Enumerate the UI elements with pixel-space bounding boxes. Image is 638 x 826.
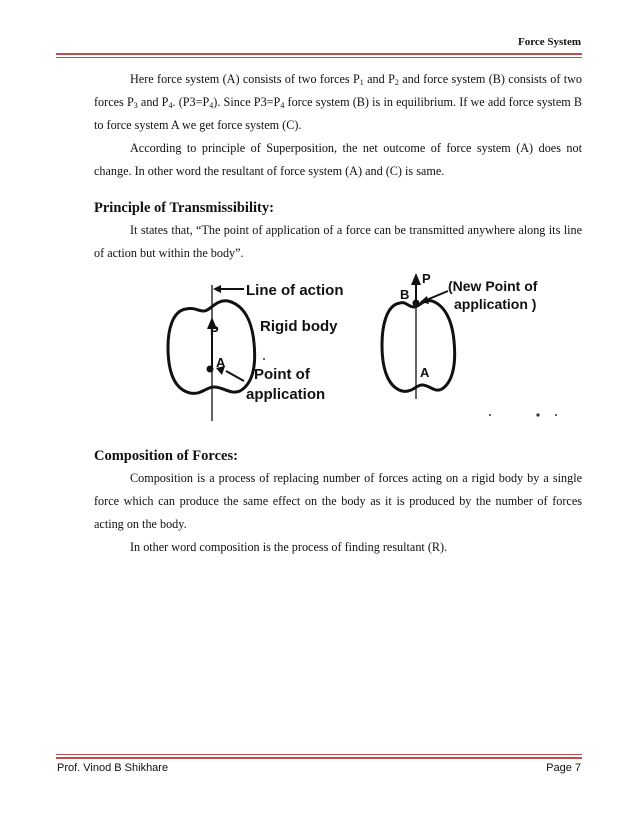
speck <box>263 358 265 360</box>
label-right-point-b: B <box>400 287 410 302</box>
label-new-poa-2: application ) <box>454 296 537 312</box>
line-of-action-pointer-head <box>213 285 221 293</box>
label-left-force-p: P <box>210 323 219 338</box>
label-rigid-body: Rigid body <box>260 318 338 335</box>
header-rule-thin <box>56 57 582 58</box>
composition-paragraph-1: Composition is a process of replacing number of forces acting on a rigid body by a single force which can produce the same effect on the body as it is produced by the number of forces acting on the body. <box>94 471 582 531</box>
composition-paragraph-2: In other word composition is the process of finding resultant (R). <box>130 540 448 554</box>
label-left-point-a: A <box>216 355 226 370</box>
footer-page-number: Page 7 <box>546 762 581 774</box>
page-content <box>94 68 582 559</box>
footer-rule-thick <box>56 757 582 759</box>
right-rigid-body-outline <box>382 301 455 392</box>
label-point-of-1: Point of <box>254 366 310 383</box>
footer-author: Prof. Vinod B Shikhare <box>57 762 169 774</box>
composition-heading: Composition of Forces: <box>94 448 238 464</box>
speck <box>555 414 557 416</box>
page-header-title: Force System <box>517 36 581 48</box>
intro-paragraph-2: According to principle of Superposition, the net outcome of force system (A) does not change. In other word the resultant of force system (A) and (C) is same. <box>94 141 582 178</box>
right-force-arrowhead <box>411 273 421 285</box>
label-line-of-action: Line of action <box>246 282 344 299</box>
left-point-a-dot <box>207 366 214 373</box>
transmissibility-text: It states that, “The point of application of a force can be transmitted anywhere along its line of action but within the body”. <box>94 223 582 260</box>
footer-rule-thin <box>56 754 582 755</box>
right-point-b-dot <box>413 300 420 307</box>
transmissibility-figure <box>94 271 582 431</box>
header-rule-thick <box>56 53 582 55</box>
poa-pointer <box>226 371 244 381</box>
speck <box>536 413 539 416</box>
transmissibility-diagram <box>94 271 582 431</box>
label-point-of-2: application <box>246 386 326 403</box>
label-new-poa-1: (New Point of <box>448 278 538 294</box>
transmissibility-heading: Principle of Transmissibility: <box>94 200 274 216</box>
label-right-point-a: A <box>420 365 430 380</box>
label-right-force-p: P <box>422 271 431 286</box>
intro-paragraph-1: Here force system (A) consists of two forces $P_1$ and $P_2$ and force system (B) consists of two forces $P_3$ and $P_4$. $(P3=P_4)$. Since $P3=P_4$ force system (B) is in equilibrium. If we add force system B to force system A we get force system (C). <box>94 72 583 132</box>
speck <box>489 414 491 416</box>
